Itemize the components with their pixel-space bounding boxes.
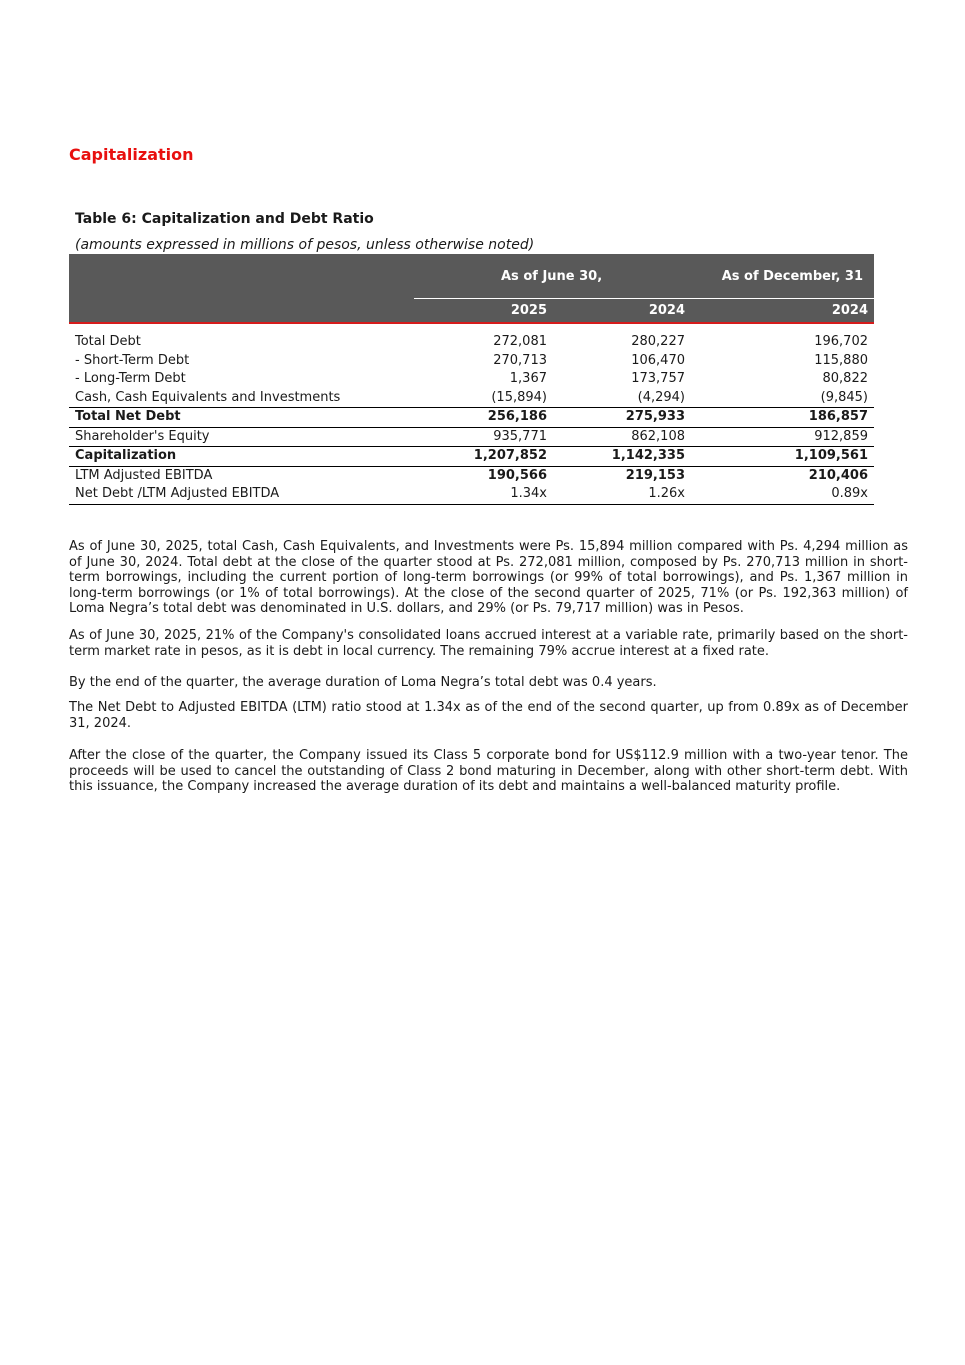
table-row-total-net-debt bbox=[69, 408, 874, 428]
paragraph-interest-rates bbox=[69, 628, 908, 659]
row-value-2024-june: 173,757 bbox=[631, 371, 685, 386]
header-group-june: As of June 30, bbox=[501, 269, 603, 284]
table-title: Table 6: Capitalization and Debt Ratio bbox=[75, 211, 374, 227]
table-row bbox=[69, 428, 874, 448]
row-label: Net Debt /LTM Adjusted EBITDA bbox=[75, 486, 280, 501]
header-group-december: As of December, 31 bbox=[721, 269, 863, 284]
row-value-2025: 190,566 bbox=[487, 467, 547, 483]
table-row bbox=[69, 333, 874, 352]
row-value-2025: 256,186 bbox=[487, 409, 547, 424]
table-body bbox=[69, 333, 874, 505]
row-value-2024-june: 106,470 bbox=[631, 352, 685, 368]
row-value-2025: 935,771 bbox=[493, 428, 547, 444]
row-label: Cash, Cash Equivalents and Investments bbox=[75, 389, 341, 405]
row-value-2024-december: 196,702 bbox=[814, 334, 868, 349]
paragraph-text: After the close of the quarter, the Company issued its Class 5 corporate bond for US$112.9 million with a two-year tenor. The proceeds will be used to cancel the outstanding of Class 2 bond maturing in December, along with other short-term debt. With this issuance, the Company increased the average duration of its debt and maintains a well-balanced maturity profile. bbox=[69, 748, 908, 795]
row-label: - Short-Term Debt bbox=[75, 352, 190, 368]
row-value-2025: 272,081 bbox=[493, 334, 547, 349]
paragraph-bond-issuance bbox=[69, 748, 908, 795]
paragraph-text: As of June 30, 2025, total Cash, Cash Equivalents, and Investments were Ps. 15,894 million compared with Ps. 4,294 million as of June 30, 2024. Total debt at the close of the quarter stood at Ps. 272,081 million, composed by Ps. 270,713 million in short-term borrowings, including the current portion of long-term borrowings (or 99% of total borrowings), and Ps. 1,367 million in long-term borrowings (or 1% of total borrowings). At the close of the second quarter of 2025, 71% (or Ps. 192,363 million) of Loma Negra’s total debt was denominated in U.S. dollars, and 29% (or Ps. 79,717 million) was in Pesos. bbox=[69, 539, 908, 617]
row-value-2025: 270,713 bbox=[493, 352, 547, 368]
row-value-2024-december: 80,822 bbox=[822, 371, 868, 386]
header-year-2025: 2025 bbox=[510, 303, 547, 318]
row-value-2024-june: 280,227 bbox=[631, 334, 685, 349]
row-value-2024-june: 1,142,335 bbox=[611, 448, 685, 463]
table-row bbox=[69, 485, 874, 505]
row-value-2024-june: 219,153 bbox=[625, 467, 685, 483]
table-row bbox=[69, 370, 874, 389]
row-value-2024-june: 275,933 bbox=[625, 409, 685, 424]
section-title: Capitalization bbox=[69, 145, 194, 164]
row-value-2024-june: 1.26x bbox=[648, 486, 685, 501]
row-value-2024-june: (4,294) bbox=[637, 389, 685, 405]
paragraph-text: By the end of the quarter, the average duration of Loma Negra’s total debt was 0.4 years. bbox=[69, 675, 657, 690]
row-value-2025: 1,367 bbox=[509, 371, 547, 386]
row-value-2025: 1.34x bbox=[510, 486, 547, 501]
header-year-2024-december: 2024 bbox=[831, 303, 868, 318]
row-value-2025: (15,894) bbox=[491, 389, 547, 405]
row-label: Total Debt bbox=[75, 334, 141, 349]
paragraph-duration bbox=[69, 675, 908, 691]
header-divider bbox=[414, 298, 874, 299]
row-label: Total Net Debt bbox=[75, 409, 181, 424]
row-label: Shareholder's Equity bbox=[75, 428, 210, 444]
row-value-2024-december: (9,845) bbox=[820, 389, 868, 405]
row-value-2025: 1,207,852 bbox=[473, 448, 547, 463]
table-row bbox=[69, 467, 874, 486]
row-value-2024-june: 862,108 bbox=[631, 428, 685, 444]
row-value-2024-december: 912,859 bbox=[814, 428, 868, 444]
row-label: - Long-Term Debt bbox=[75, 371, 186, 386]
header-year-2024-june: 2024 bbox=[648, 303, 685, 318]
row-value-2024-december: 186,857 bbox=[808, 409, 868, 424]
table-row-capitalization bbox=[69, 447, 874, 467]
paragraph-leverage-ratio bbox=[69, 700, 908, 731]
row-value-2024-december: 1,109,561 bbox=[794, 448, 868, 463]
table-row bbox=[69, 389, 874, 409]
table-subtitle: (amounts expressed in millions of pesos, unless otherwise noted) bbox=[75, 237, 535, 253]
row-value-2024-december: 115,880 bbox=[814, 352, 868, 368]
row-label: LTM Adjusted EBITDA bbox=[75, 467, 213, 483]
paragraph-text: The Net Debt to Adjusted EBITDA (LTM) ratio stood at 1.34x as of the end of the second quarter, up from 0.89x as of December 31, 2024. bbox=[69, 700, 908, 731]
row-value-2024-december: 0.89x bbox=[831, 486, 868, 501]
paragraph-cash-and-debt bbox=[69, 539, 908, 617]
paragraph-text: As of June 30, 2025, 21% of the Company's consolidated loans accrued interest at a variable rate, primarily based on the short-term market rate in pesos, as it is debt in local currency. The remaining 79% accrue interest at a fixed rate. bbox=[69, 628, 908, 659]
table-header bbox=[69, 254, 874, 324]
row-label: Capitalization bbox=[75, 448, 177, 463]
table-row bbox=[69, 352, 874, 371]
row-value-2024-december: 210,406 bbox=[808, 467, 868, 483]
